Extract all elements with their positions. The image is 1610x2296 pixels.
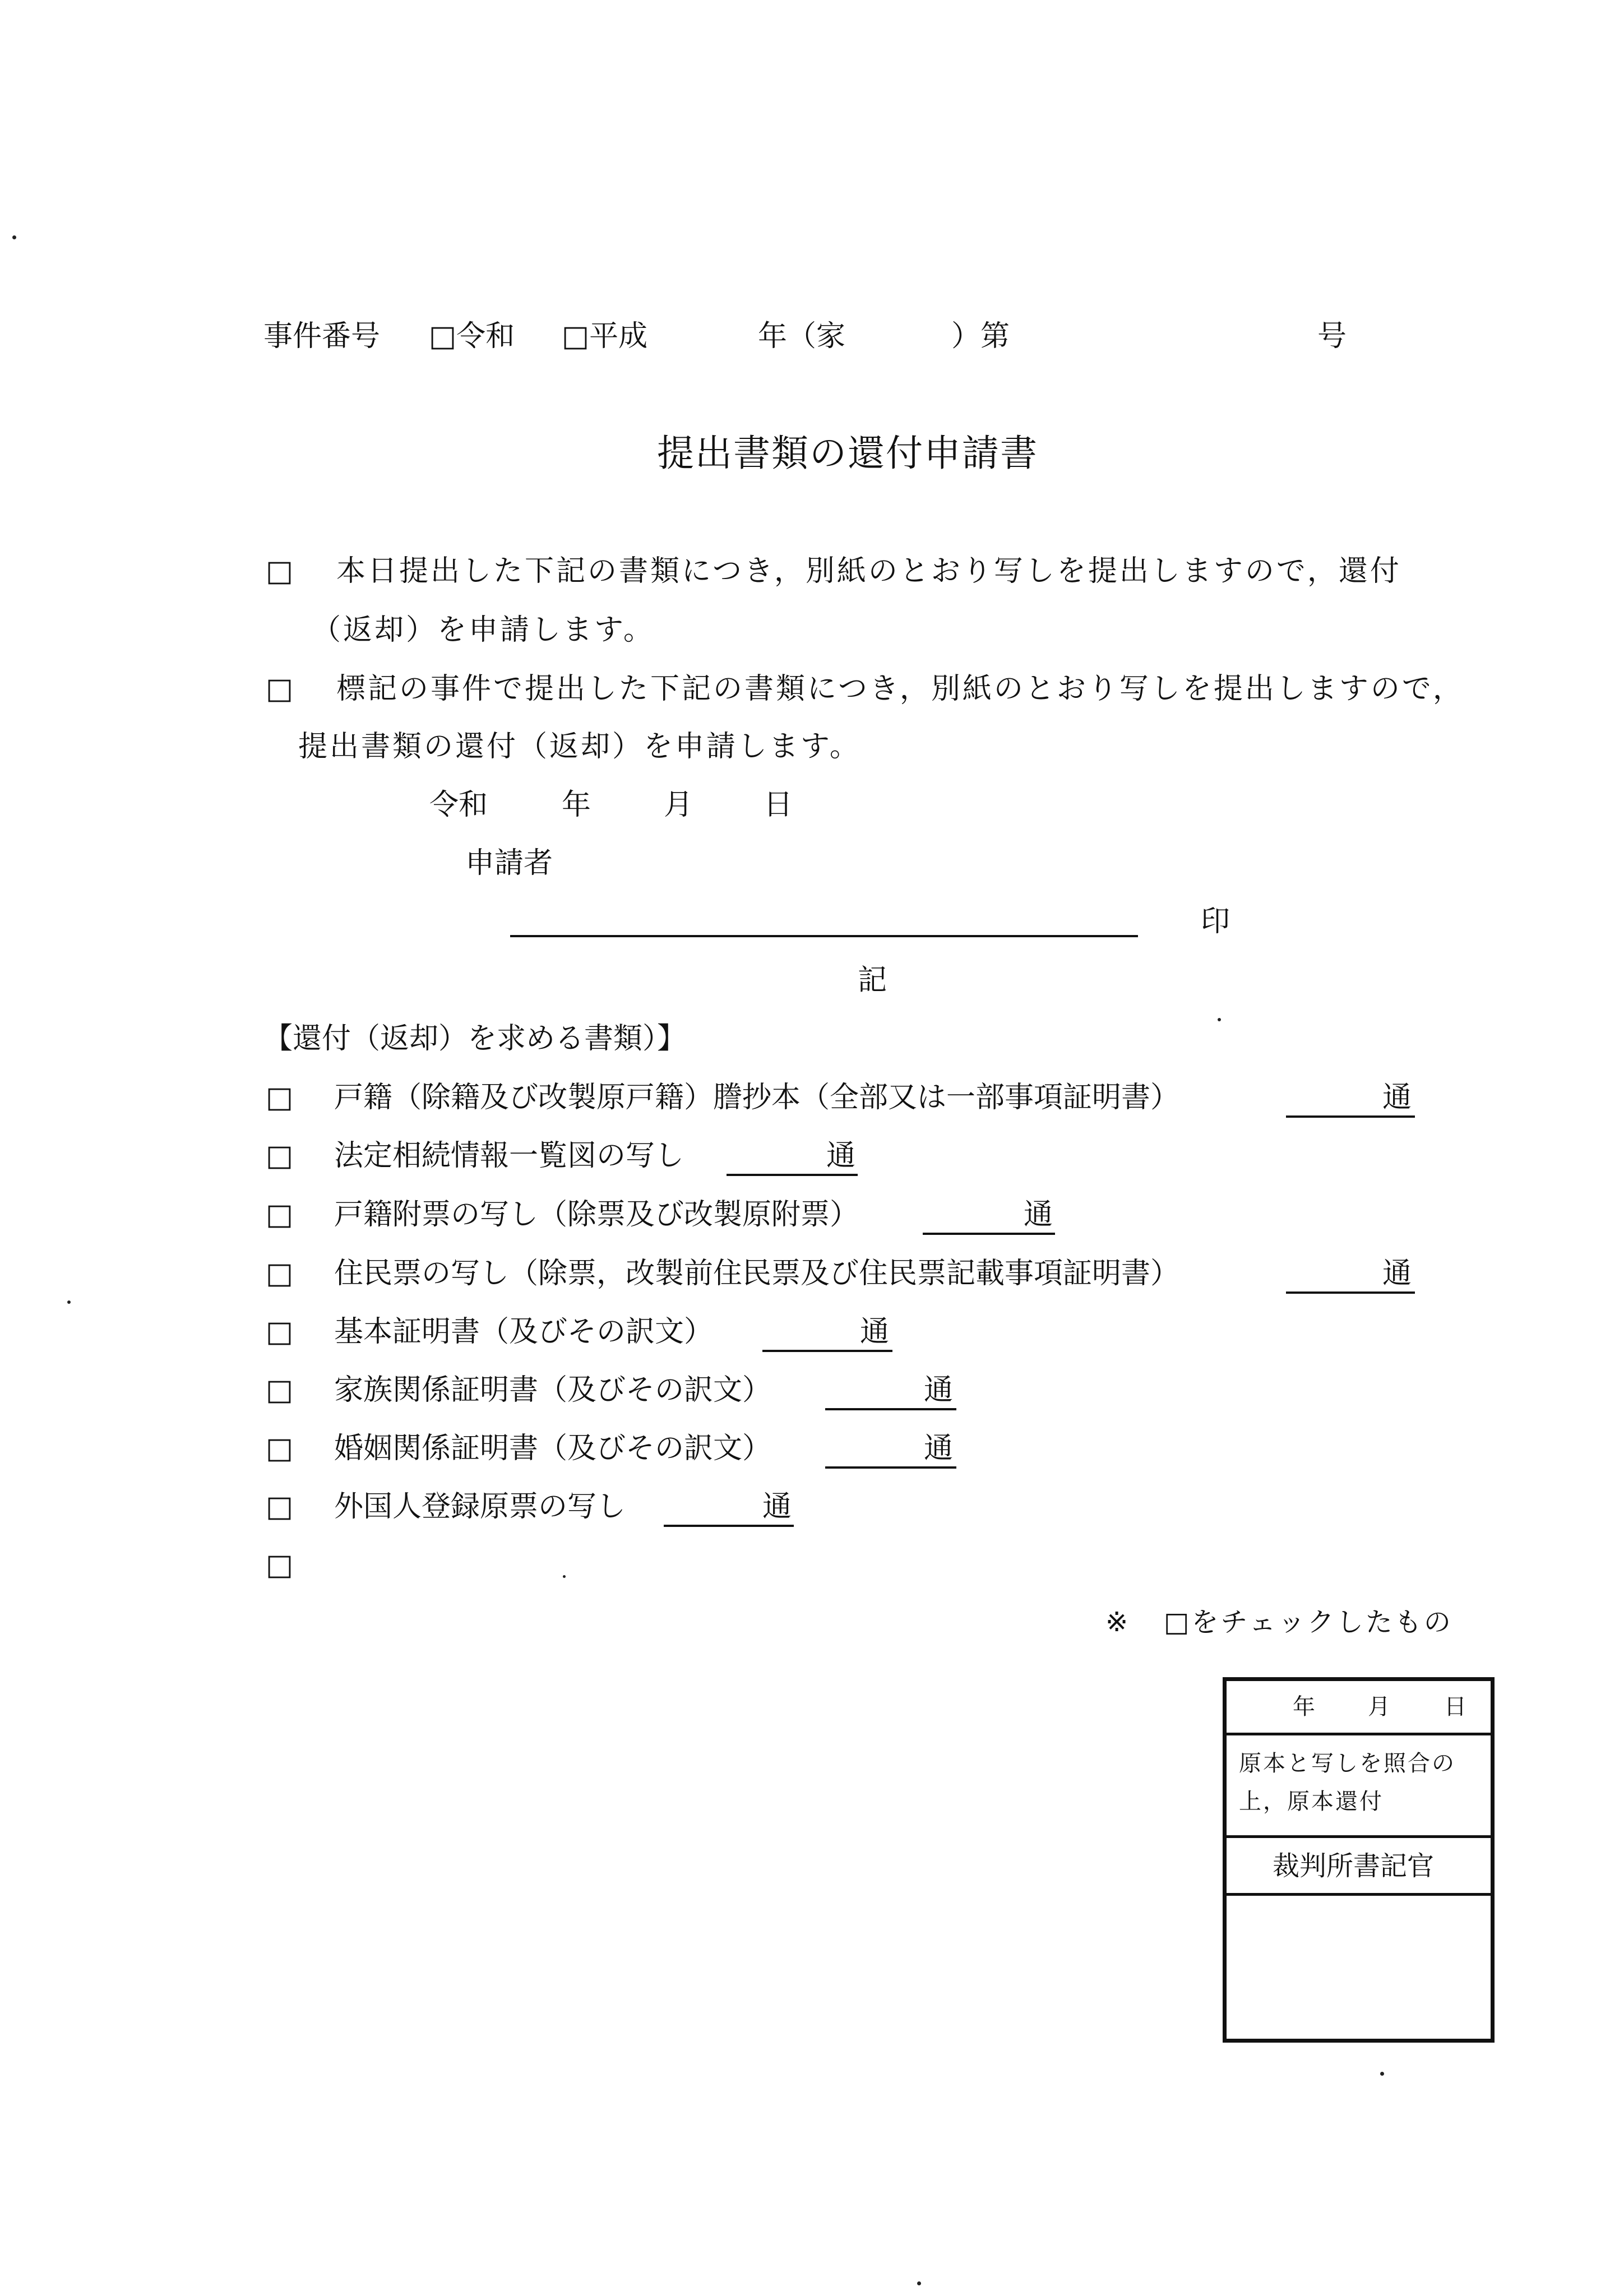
doc-juminhyo-count-line[interactable] [1286, 1292, 1415, 1294]
clerk-date-row [1227, 1681, 1491, 1735]
doc-kihon-checkbox[interactable] [266, 1317, 293, 1346]
option-case-checkbox[interactable] [266, 674, 293, 703]
era-heisei-option[interactable] [562, 322, 647, 351]
doc-konin-checkbox[interactable] [266, 1434, 293, 1463]
era-heisei-label: 平成 [589, 320, 648, 353]
doc-kazoku-unit: 通 [924, 1373, 954, 1407]
doc-gaikokujin-name: 外国人登録原票の写し [334, 1490, 626, 1524]
doc-juminhyo-name: 住民票の写し（除票，改製前住民票及び住民票記載事項証明書） [334, 1257, 1180, 1290]
doc-juminhyo-unit: 通 [1382, 1257, 1412, 1290]
doc-kihon-count-line[interactable] [762, 1350, 892, 1352]
date-month-label: 月 [664, 788, 693, 822]
scan-speck [67, 1300, 71, 1304]
doc-kazoku-name: 家族関係証明書（及びその訳文） [334, 1373, 772, 1407]
option-today-line1: 本日提出した下記の書類につき，別紙のとおり写しを提出しますので，還付 [336, 554, 1401, 588]
era-reiwa-option[interactable] [429, 322, 515, 351]
doc-gaikokujin-unit: 通 [762, 1490, 792, 1524]
doc-koseki-unit: 通 [1382, 1081, 1412, 1114]
applicant-signature-line[interactable] [510, 935, 1138, 937]
ki-heading: 記 [858, 964, 887, 997]
form-title: 提出書類の還付申請書 [657, 432, 1038, 475]
option-case-line1: 標記の事件で提出した下記の書類につき，別紙のとおり写しを提出しますので， [336, 672, 1464, 706]
doc-fuhyo-name: 戸籍附票の写し（除票及び改製原附票） [334, 1198, 859, 1232]
clerk-date-day: 日 [1444, 1694, 1466, 1720]
clerk-date-month: 月 [1368, 1694, 1390, 1720]
doc-kazoku-count-line[interactable] [825, 1408, 956, 1410]
option-today-checkbox[interactable] [266, 557, 293, 586]
scan-speck [12, 235, 16, 239]
doc-gaikokujin-checkbox[interactable] [266, 1492, 293, 1521]
case-go-label: 号 [1317, 320, 1347, 353]
doc-konin-unit: 通 [924, 1432, 954, 1465]
option-today-line2: （返却）を申請します。 [312, 613, 655, 647]
date-day-label: 日 [764, 788, 793, 822]
doc-koseki-checkbox[interactable] [266, 1083, 293, 1112]
applicant-label: 申請者 [465, 846, 553, 880]
clerk-verify-line2: 上，原本還付 [1239, 1789, 1384, 1814]
clerk-verify-row [1227, 1735, 1491, 1838]
case-number-label: 事件番号 [263, 320, 381, 353]
doc-gaikokujin-count-line[interactable] [664, 1525, 794, 1527]
date-year-label: 年 [562, 788, 591, 822]
note-mark: ※ [1105, 1607, 1128, 1638]
note-text: □をチェックしたもの [1164, 1607, 1453, 1638]
clerk-title-row [1227, 1838, 1491, 1896]
doc-juminhyo-checkbox[interactable] [266, 1259, 293, 1288]
doc-hotei-name: 法定相続情報一覧図の写し [334, 1139, 684, 1173]
doc-kihon-unit: 通 [860, 1315, 890, 1349]
doc-other-checkbox[interactable] [266, 1550, 293, 1580]
clerk-date-year: 年 [1293, 1694, 1315, 1720]
date-era: 令和 [429, 788, 488, 822]
doc-fuhyo-count-line[interactable] [923, 1233, 1055, 1235]
era-heisei-checkbox[interactable] [562, 320, 589, 353]
era-reiwa-label: 令和 [456, 320, 515, 353]
clerk-verify-line1: 原本と写しを照合の [1239, 1751, 1456, 1776]
scan-speck [1380, 2072, 1384, 2076]
doc-hotei-count-line[interactable] [727, 1174, 858, 1176]
doc-hotei-checkbox[interactable] [266, 1141, 293, 1170]
scan-speck [917, 2281, 921, 2285]
doc-fuhyo-unit: 通 [1024, 1198, 1053, 1232]
documents-section-heading: 【還付（返却）を求める書類）】 [263, 1022, 687, 1056]
doc-konin-count-line[interactable] [825, 1466, 956, 1469]
case-dai-label: ）第 [951, 320, 1010, 353]
scan-speck [1218, 1018, 1221, 1021]
clerk-verification-box [1223, 1677, 1495, 2043]
doc-koseki-name: 戸籍（除籍及び改製原戸籍）謄抄本（全部又は一部事項証明書） [334, 1081, 1180, 1114]
doc-kihon-name: 基本証明書（及びその訳文） [334, 1315, 714, 1349]
clerk-seal-area[interactable] [1227, 1896, 1491, 2039]
scan-speck [563, 1575, 566, 1578]
seal-mark: 印 [1201, 905, 1230, 938]
doc-kazoku-checkbox[interactable] [266, 1376, 293, 1405]
doc-fuhyo-checkbox[interactable] [266, 1200, 293, 1229]
case-year-ie-label: 年（家 [758, 320, 846, 353]
option-case-line2: 提出書類の還付（返却）を申請します。 [298, 730, 861, 763]
doc-konin-name: 婚姻関係証明書（及びその訳文） [334, 1432, 772, 1465]
era-reiwa-checkbox[interactable] [429, 320, 456, 353]
doc-koseki-count-line[interactable] [1286, 1115, 1415, 1118]
clerk-title: 裁判所書記官 [1273, 1850, 1435, 1882]
doc-hotei-unit: 通 [826, 1139, 856, 1173]
